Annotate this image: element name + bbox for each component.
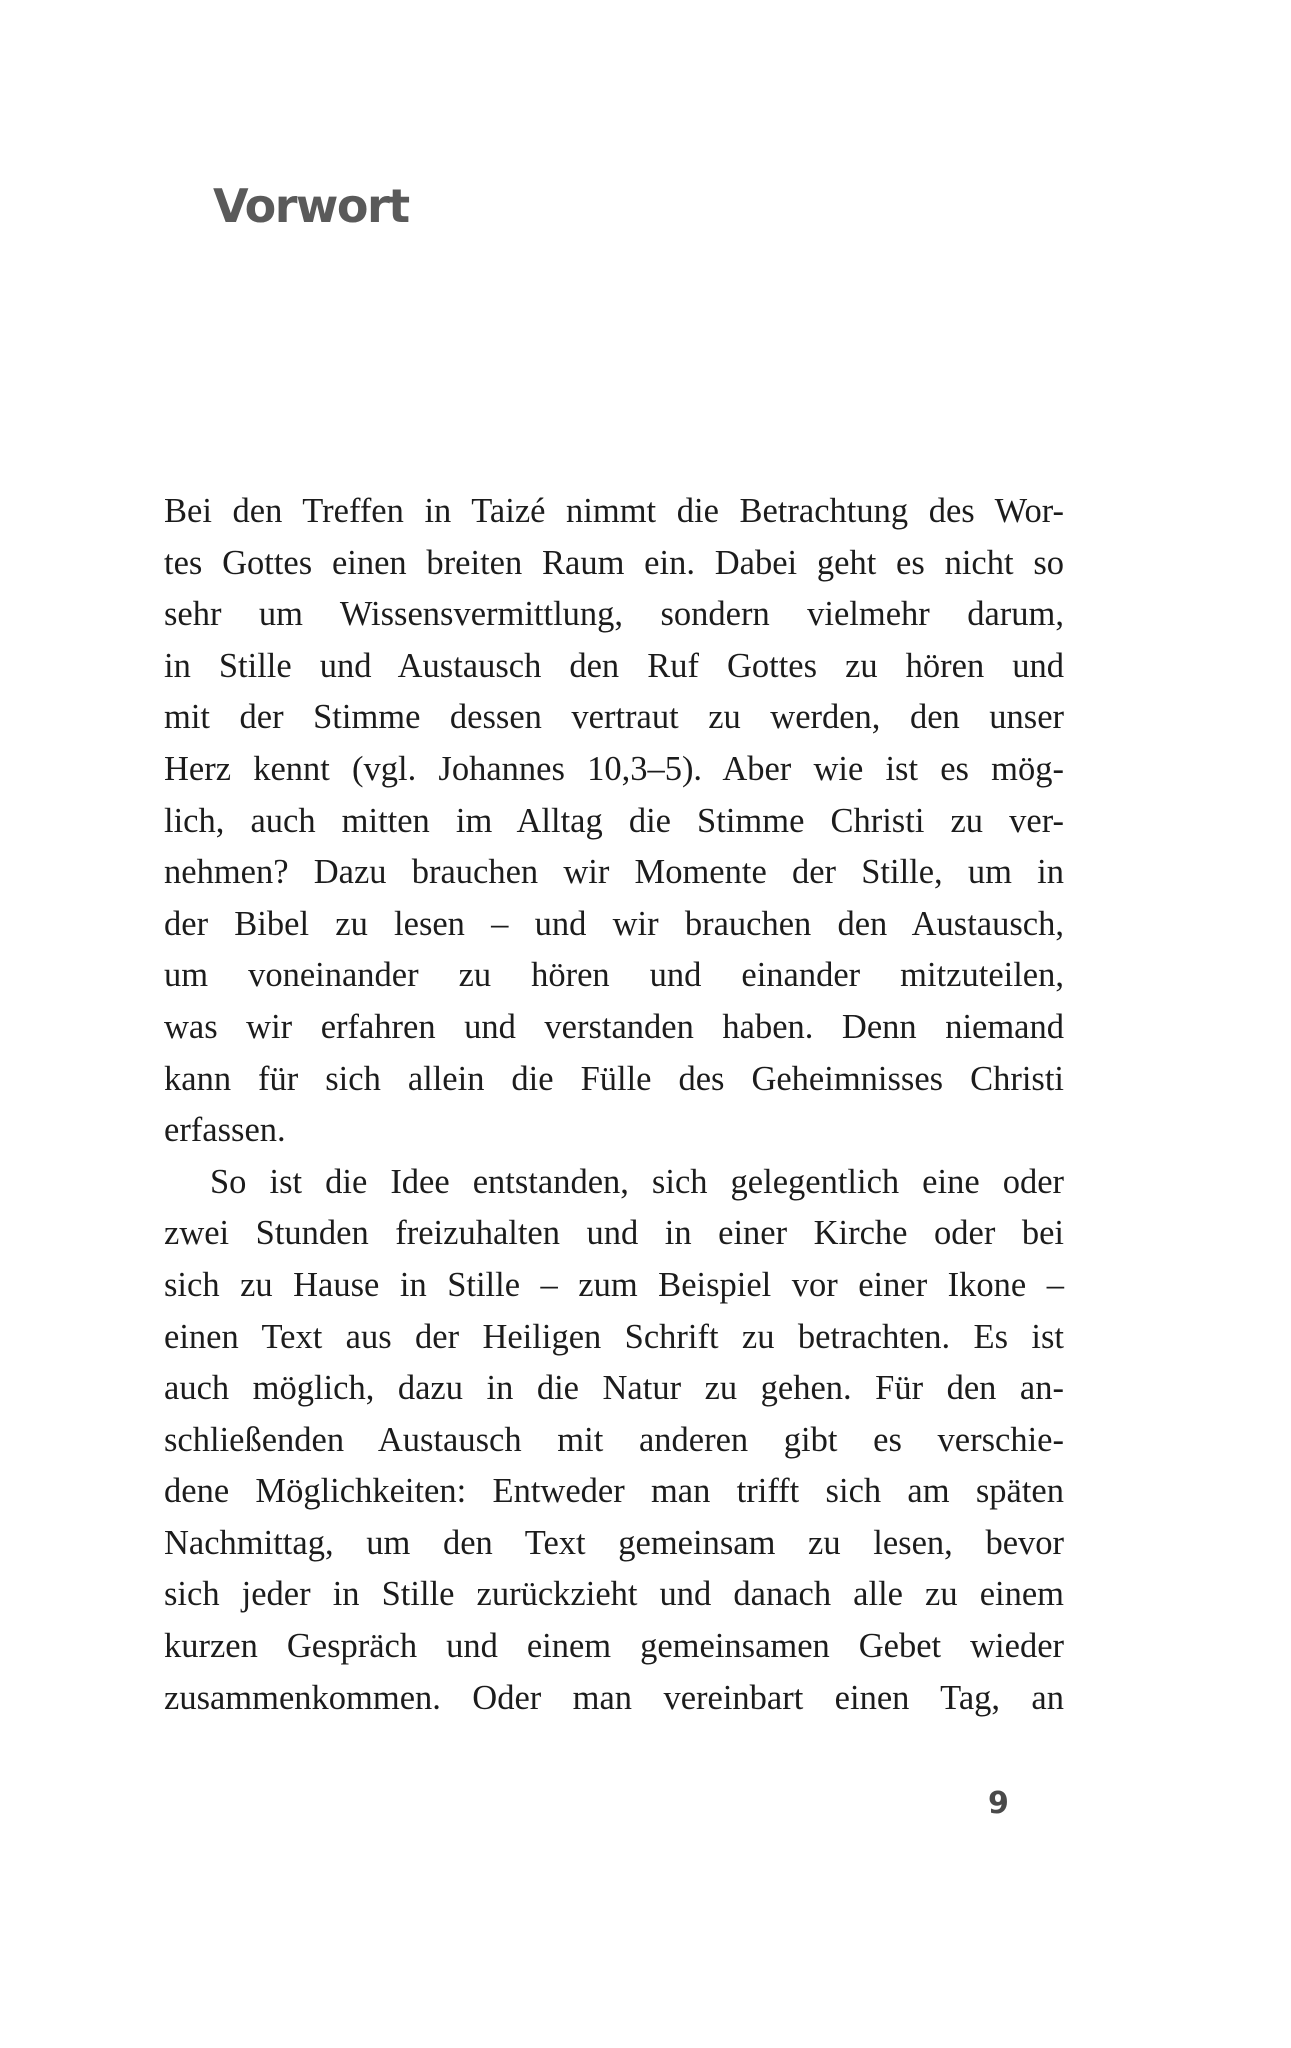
text-line: So ist die Idee entstanden, sich gelegentlich eine oder [210, 1162, 1064, 1201]
text-line: einen Text aus der Heiligen Schrift zu betrachten. Es ist [164, 1317, 1064, 1356]
text-line: lich, auch mitten im Alltag die Stimme Christi zu ver- [164, 801, 1064, 840]
text-line: nehmen? Dazu brauchen wir Momente der Stille, um in [164, 853, 1064, 892]
text-line: dene Möglichkeiten: Entweder man trifft sich am späten [164, 1472, 1064, 1511]
text-line: sich zu Hause in Stille – zum Beispiel vor einer Ikone – [164, 1265, 1064, 1304]
text-line: sich jeder in Stille zurückzieht und danach alle zu einem [164, 1575, 1064, 1614]
text-line: kurzen Gespräch und einem gemeinsamen Gebet wieder [164, 1627, 1064, 1666]
text-line: mit der Stimme dessen vertraut zu werden, den unser [164, 698, 1064, 737]
text-line: zwei Stunden freizuhalten und in einer Kirche oder bei [164, 1214, 1064, 1253]
text-line: was wir erfahren und verstanden haben. Denn niemand [164, 1007, 1064, 1046]
text-line: zusammenkommen. Oder man vereinbart einen Tag, an [164, 1678, 1064, 1717]
body-text [164, 486, 1064, 1724]
text-line: kann für sich allein die Fülle des Geheimnisses Christi [164, 1059, 1064, 1098]
text-line: in Stille und Austausch den Ruf Gottes zu hören und [164, 646, 1064, 685]
page-number: 9 [988, 1786, 1009, 1821]
text-line: tes Gottes einen breiten Raum ein. Dabei geht es nicht so [164, 543, 1064, 582]
chapter-heading: Vorwort [213, 179, 409, 233]
text-line: Bei den Treffen in Taizé nimmt die Betrachtung des Wor- [164, 492, 1064, 530]
text-line: erfassen. [164, 1111, 286, 1150]
text-line: der Bibel zu lesen – und wir brauchen den Austausch, [164, 904, 1064, 943]
text-line: schließenden Austausch mit anderen gibt es verschie- [164, 1420, 1064, 1459]
text-line: um voneinander zu hören und einander mitzuteilen, [164, 956, 1064, 995]
text-line: auch möglich, dazu in die Natur zu gehen. Für den an- [164, 1369, 1064, 1408]
text-line: sehr um Wissensvermittlung, sondern vielmehr darum, [164, 595, 1064, 634]
text-line: Herz kennt (vgl. Johannes 10,3–5). Aber wie ist es mög- [164, 749, 1064, 788]
text-line: Nachmittag, um den Text gemeinsam zu lesen, bevor [164, 1523, 1064, 1562]
